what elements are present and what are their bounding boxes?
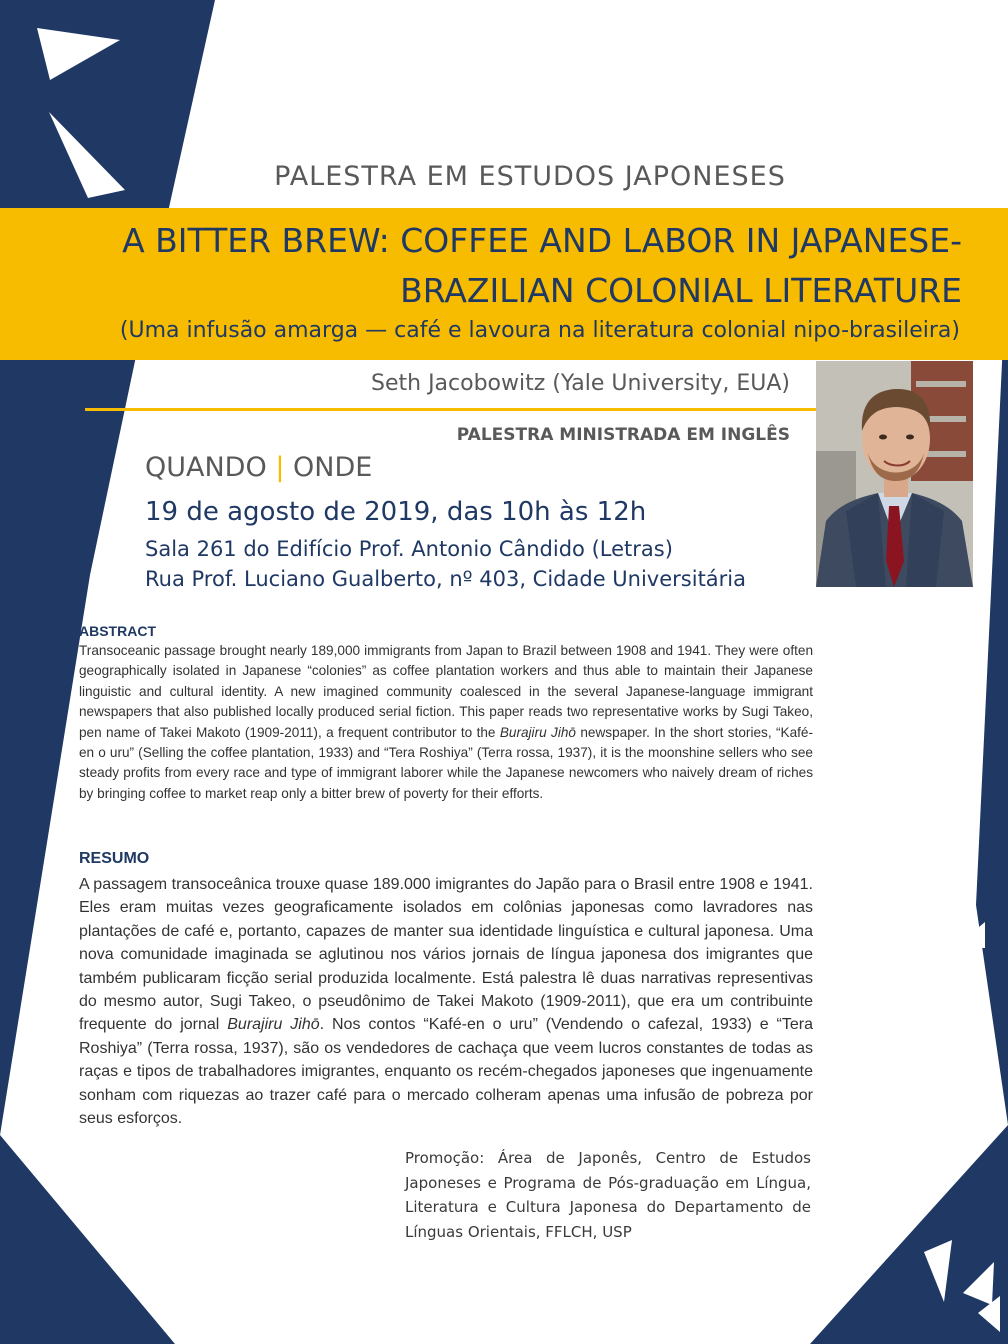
abstract-heading: ABSTRACT	[79, 623, 156, 639]
resumo-text-part2: . Nos contos “Kafé-en o uru” (Vendendo o cafezal, 1933) e “Tera Roshiya” (Terra rossa, 1937), são os vendedores de cachaça que veem lucros constantes de todas as raças e tipos de trabalhadores imigrantes, enquanto os recém-chegados japoneses que ingenuamente sonham com riquezas ao trazer café para o mercado colheram apenas uma infusão de pobreza por seus esforços.	[79, 1016, 814, 1128]
event-subtitle: (Uma infusão amarga — café e lavoura na literatura colonial nipo-brasileira)	[119, 318, 960, 343]
divider	[85, 408, 817, 411]
abstract-text	[79, 641, 813, 804]
event-kicker: PALESTRA EM ESTUDOS JAPONESES	[274, 161, 786, 192]
promotion-credits: Promoção: Área de Japonês, Centro de Estudos Japoneses e Programa de Pós-graduação em Língua, Literatura e Cultura Japonesa do Departamento de Línguas Orientais, FFLCH, USP	[405, 1149, 811, 1241]
resumo-newspaper-title: Burajiru Jihō	[227, 1016, 320, 1034]
abstract-text-part1: Transoceanic passage brought nearly 189,000 immigrants from Japan to Brazil between 1908 and 1941. They were often geographically isolated in Japanese “colonies” as coffee plantation workers and thus able to maintain their Japanese linguistic and cultural identity. A new imagined community coalesced in the several Japanese-language immigrant newspapers that also published locally produced serial fiction. This paper reads two representative works by Sugi Takeo, pen name of Takei Makoto (1909-2011), a frequent contributor to the	[79, 643, 813, 740]
event-date: 19 de agosto de 2019, das 10h às 12h	[145, 497, 647, 527]
event-address: Rua Prof. Luciano Gualberto, nº 403, Cidade Universitária	[145, 567, 747, 591]
speaker-photo	[816, 361, 973, 587]
title-line-2: BRAZILIAN COLONIAL LITERATURE	[400, 271, 962, 310]
language-note: PALESTRA MINISTRADA EM INGLÊS	[456, 425, 790, 445]
when-where-heading	[145, 452, 372, 483]
speaker-name: Seth Jacobowitz (Yale University, EUA)	[371, 371, 790, 396]
where-label: ONDE	[293, 452, 373, 483]
abstract-newspaper-title: Burajiru Jihō	[499, 724, 576, 740]
resumo-heading: RESUMO	[79, 850, 150, 867]
resumo-text	[79, 873, 813, 1130]
event-title	[62, 216, 962, 316]
when-label: QUANDO	[145, 452, 267, 483]
title-line-1: A BITTER BREW: COFFEE AND LABOR IN JAPANESE-	[122, 221, 962, 260]
abstract-text-part2: newspaper. In the short stories, “Kafé-en o uru” (Selling the coffee plantation, 1933) and “Tera Roshiya” (Terra rossa, 1937), it is the moonshine sellers who see steady profits from every race and type of immigrant laborer while the Japanese newcomers who naively dream of riches by bringing coffee to market reap only a bitter brew of poverty for their efforts.	[79, 724, 813, 801]
separator: |	[275, 452, 285, 483]
event-room: Sala 261 do Edifício Prof. Antonio Cândido (Letras)	[145, 537, 673, 561]
resumo-text-part1: A passagem transoceânica trouxe quase 189.000 imigrantes do Japão para o Brasil entre 1908 e 1941. Eles eram muitas vezes geograficamente isolados em colônias japonesas como lavradores nas plantações de café e, portanto, capazes de manter sua identidade linguística e cultural japonesa. Uma nova comunidade imaginada se aglutinou nos vários jornais de língua japonesa dos imigrantes que também publicaram ficção serial produzida localmente. Está palestra lê duas narrativas representivas do mesmo autor, Sugi Takeo, o pseudônimo de Takei Makoto (1909-2011), que era um contribuinte frequente do jornal	[79, 876, 813, 1034]
